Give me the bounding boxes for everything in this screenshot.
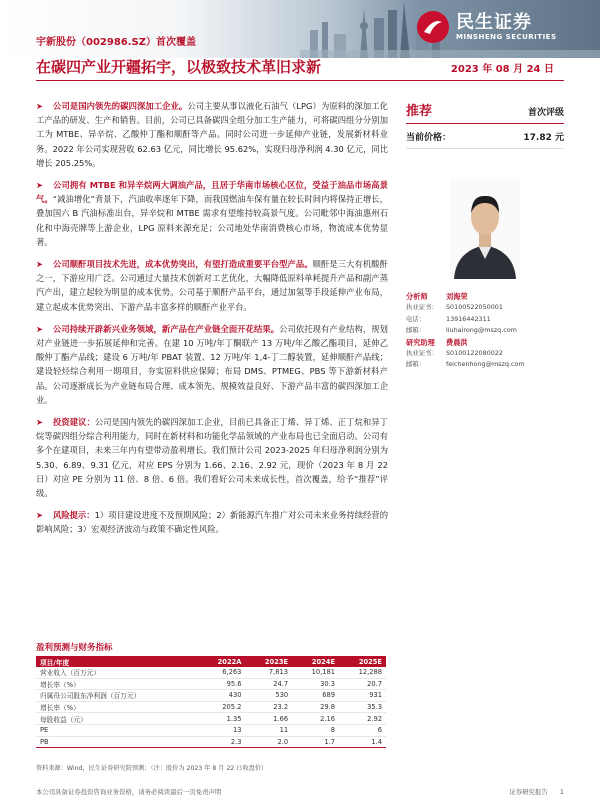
bullet-arrow-icon: ➤ [36, 510, 43, 521]
minsheng-emblem-icon [416, 10, 450, 44]
paragraph-new-business [36, 322, 388, 407]
bullet-arrow-icon: ➤ [36, 259, 43, 270]
phone-label: 电话： [406, 314, 426, 323]
table-cell: 30.3 [292, 678, 339, 690]
paragraph-highlight: 公司顺酐项目技术先进，成本优势突出，有望打造成重要平台型产品。 [52, 259, 313, 270]
analyst-phone: 13916442311 [446, 314, 491, 323]
mail-label: 邮箱： [406, 360, 426, 369]
table-cell: 增长率（%） [36, 678, 198, 690]
financials-title: 盈利预测与财务指标 [36, 643, 113, 653]
table-row [36, 690, 386, 702]
footer-right [509, 787, 564, 796]
brand-name-cn: 民生证券 [456, 12, 532, 33]
bullet-arrow-icon: ➤ [36, 101, 43, 111]
paragraph-fuel-products [36, 178, 388, 249]
column-header: 2024E [292, 656, 339, 667]
mail-label: 邮箱： [406, 326, 426, 335]
financials-source: 资料来源：Wind，民生证券研究院预测；（注：股价为 2023 年 8 月 22 日收盘价） [36, 765, 268, 772]
stock-line: 宇新股份（002986.SZ）首次覆盖 [36, 37, 196, 48]
assistant-cert: S0100122080022 [446, 349, 503, 358]
table-cell: 430 [198, 690, 246, 702]
page-footer [36, 787, 564, 796]
table-cell: 6,263 [198, 667, 246, 678]
header-banner [0, 0, 600, 58]
paragraph-text: 公司依托现有产业结构，规划对产业链进一步拓展延伸和完善。在建 10 万吨/年丁酮联产 13 万吨/年乙酸乙酯项目，延伸乙酸仲丁酯产品线；建设 6 万吨/年 PBAT 装置、12 万吨/年 1,4-丁二醇装置，延伸顺酐产品线；建设轻烃综合利用一期项目，夯实原料供应保障；布局 DMS、PTMEG、PBS 等下游新材料产品。公司逐渐成长为产业链布局合理、成本领先、规模效益良好、下游产品丰富的碳四深加工企业。 [36, 323, 388, 405]
analyst-role: 分析师 [406, 292, 428, 301]
paragraph-maleic-anhydride [36, 257, 388, 314]
table-cell: 11 [245, 724, 292, 736]
table-cell: 931 [339, 690, 386, 702]
report-date: 2023 年 08 月 24 日 [450, 64, 554, 75]
table-row [36, 678, 386, 690]
table-cell: 13 [198, 724, 246, 736]
table-cell: 1.66 [245, 713, 292, 725]
column-header: 2023E [245, 656, 292, 667]
table-row [36, 667, 386, 678]
report-body [36, 99, 388, 545]
table-cell: 689 [292, 690, 339, 702]
footer-disclaimer: 本公司具备证券投资咨询业务资格，请务必阅读最后一页免责声明 [36, 788, 222, 796]
table-cell: PE [36, 724, 198, 736]
assistant-role: 研究助理 [406, 337, 435, 347]
sidebar [406, 100, 564, 371]
financials-table [36, 656, 386, 748]
table-cell: 95.6 [198, 678, 246, 690]
table-cell: 7,813 [245, 667, 292, 678]
assistant-email: feichenhong@mszq.com [446, 360, 525, 369]
table-cell: 29.8 [292, 701, 339, 713]
table-cell: 6 [339, 724, 386, 736]
rating: 推荐 [406, 104, 433, 119]
footer-label: 证券研究报告 [509, 788, 548, 796]
table-cell: 35.3 [339, 701, 386, 713]
table-cell: 2.92 [339, 713, 386, 725]
table-cell: 归属母公司股东净利润（百万元） [36, 690, 198, 702]
assistant-name: 费晨洪 [446, 337, 468, 347]
paragraph-highlight: 公司拥有 MTBE 和异辛烷两大调油产品，且居于华南市场核心区位，受益于油品市场高景气。 [36, 180, 388, 205]
table-cell: 23.2 [245, 701, 292, 713]
table-cell: 8 [292, 724, 339, 736]
paragraph-text: 公司是国内领先的碳四深加工企业，目前已具备正丁烯、异丁烯、正丁烷和异丁烷等碳四组分综合利用能力，同时在新材料和功能化学品领域的产业布局也已全面启动。公司有多个在建项目，未来三年内有望带动盈利增长。我们预计公司 2023-2025 年归母净利润分别为 5.30、6.89、9.31 亿元，对应 EPS 分别为 1.66、2.16、2.92 元，现价（2023 年 8 月 22 日）对应 PE 分别为 11 倍、8 倍、6 倍。我们看好公司未来成长性，首次覆盖，给予“推荐”评级。 [36, 417, 388, 499]
paragraph-highlight: 公司持续开辟新兴业务领域，新产品在产业链全面开花结果。 [52, 323, 280, 334]
table-cell: 增长率（%） [36, 701, 198, 713]
price-label: 当前价格： [406, 133, 452, 143]
paragraph-highlight: 公司是国内领先的碳四深加工企业。 [52, 101, 188, 111]
analyst-email: liuhairong@mszq.com [446, 326, 517, 335]
paragraph-highlight: 投资建议： [52, 417, 95, 428]
table-row [36, 713, 386, 725]
bullet-arrow-icon: ➤ [36, 417, 43, 428]
table-header-row [36, 656, 386, 667]
table-cell: 每股收益（元） [36, 713, 198, 725]
table-row [36, 701, 386, 713]
table-cell: 2.0 [245, 736, 292, 748]
first-rating: 首次评级 [527, 108, 564, 118]
column-header: 2022A [198, 656, 246, 667]
minsheng-logo [416, 4, 586, 50]
analyst-cert: S0100522050001 [446, 303, 503, 312]
bullet-arrow-icon: ➤ [36, 323, 43, 334]
table-cell: 2.16 [292, 713, 339, 725]
page-number: 1 [559, 788, 564, 796]
table-cell: 24.7 [245, 678, 292, 690]
paragraph-text: 公司主要从事以液化石油气（LPG）为原料的深加工化工产品的研发、生产和销售。目前，公司已具备碳四全组分加工生产能力，可将碳四组分分别加工为 MTBE、异辛烷、乙酸仲丁酯和顺酐等产品。同时公司进一步延伸产业链，发展新材料业务。2022 年公司实现营收 62.63 亿元，同比增长 95.62%，实现归母净利润 4.30 亿元，同比增长 205.25%。 [36, 101, 388, 168]
paragraph-highlight: 风险提示： [52, 510, 95, 521]
bullet-arrow-icon: ➤ [36, 180, 43, 191]
analyst-info [406, 291, 564, 371]
paragraph-text: “减油增化”背景下，汽油收率逐年下降，而我国燃油车保有量在较长时间内将保持正增长，叠加国六 B 汽油标准出台，异辛烷和 MTBE 需求有望维持较高景气度。公司毗邻中海油惠州石化和中海壳牌等上游企业，LPG 原料来源充足；公司地处华南消费核心市场，物流成本优势显著。 [36, 194, 388, 247]
report-title: 在碳四产业开疆拓宇，以极致技术革旧求新 [36, 58, 322, 76]
brand-name-en: MINSHENG SECURITIES [456, 33, 557, 41]
table-cell: 10,181 [292, 667, 339, 678]
analyst-name: 刘海荣 [446, 292, 468, 301]
table-cell: 20.7 [339, 678, 386, 690]
cert-label: 执业证书： [406, 303, 438, 312]
analyst-photo [450, 179, 520, 279]
paragraph-text: 顺酐是三大有机酸酐之一，下游应用广泛。公司通过大量技术创新对工艺优化，大幅降低原料单耗提升产品和副产蒸汽产出，建立起较为明显的成本优势。公司基于顺酐产品平台，通过加氢等手段延伸产业布局，建立起成本优势突出、下游产品丰富多样的顺酐产业平台。 [36, 259, 388, 312]
rating-row [406, 100, 564, 124]
table-cell: 营业收入（百万元） [36, 667, 198, 678]
table-cell: 1.7 [292, 736, 339, 748]
table-cell: 205.2 [198, 701, 246, 713]
table-cell: 1.4 [339, 736, 386, 748]
table-row [36, 724, 386, 736]
table-cell: 530 [245, 690, 292, 702]
current-price: 17.82 元 [523, 133, 564, 143]
title-divider [36, 80, 564, 81]
table-row [36, 736, 386, 748]
paragraph-overview [36, 99, 388, 170]
paragraph-investment-advice [36, 415, 388, 500]
column-header: 项目/年度 [36, 656, 198, 667]
table-cell: 2.3 [198, 736, 246, 748]
cert-label: 执业证书： [406, 349, 438, 358]
paragraph-text: 1）项目建设进度不及预期风险；2）新能源汽车推广对公司未来业务持续经营的影响风险；3）宏观经济波动与政策不确定性风险。 [36, 510, 388, 535]
table-cell: 1.35 [198, 713, 246, 725]
paragraph-risk [36, 508, 388, 536]
table-cell: PB [36, 736, 198, 748]
price-row [406, 130, 564, 149]
table-cell: 12,288 [339, 667, 386, 678]
column-header: 2025E [339, 656, 386, 667]
